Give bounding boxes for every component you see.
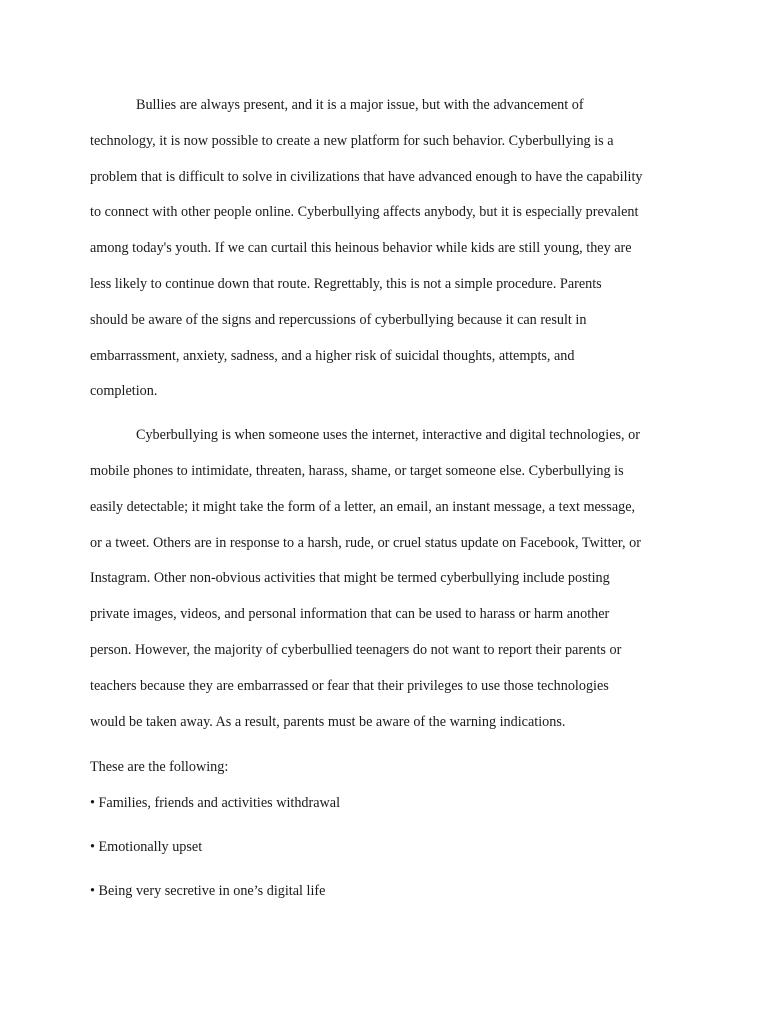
list-item: • Families, friends and activities withdrawal — [90, 795, 341, 812]
list-item: • Being very secretive in one’s digital life — [90, 883, 326, 900]
paragraph-1: Bullies are always present, and it is a major issue, but with the advancement of technology, it is now possible to create a new platform for such behavior. Cyberbullying is a problem that is difficult to solve in civilizations that have advanced enough to have the capability to connect with other people online. Cyberbullying affects anybody, but it is especially prevalent among today's youth. If we can curtail this heinous behavior while kids are still young, they are less likely to continue down that route. Regrettably, this is not a simple procedure. Parents should be aware of the signs and repercussions of cyberbullying because it can result in embarrassment, anxiety, sadness, and a higher risk of suicidal thoughts, attempts, and completion. — [90, 97, 643, 400]
paragraph-2: Cyberbullying is when someone uses the internet, interactive and digital technologies, or mobile phones to intimidate, threaten, harass, shame, or target someone else. Cyberbullying is easily detectable; it might take the form of a letter, an email, an instant message, a text message, or a tweet. Others are in response to a harsh, rude, or cruel status update on Facebook, Twitter, or Instagram. Other non-obvious activities that might be termed cyberbullying include posting private images, videos, and personal information that can be used to harass or harm another person. However, the majority of cyberbullied teenagers do not want to report their parents or teachers because they are embarrassed or fear that their privileges to use those technologies would be taken away. As a result, parents must be aware of the warning indications. — [90, 427, 641, 730]
warning-signs-list — [90, 792, 690, 902]
document-page — [90, 88, 690, 902]
list-item: • Emotionally upset — [90, 839, 203, 856]
list-intro: These are the following: — [90, 759, 229, 776]
